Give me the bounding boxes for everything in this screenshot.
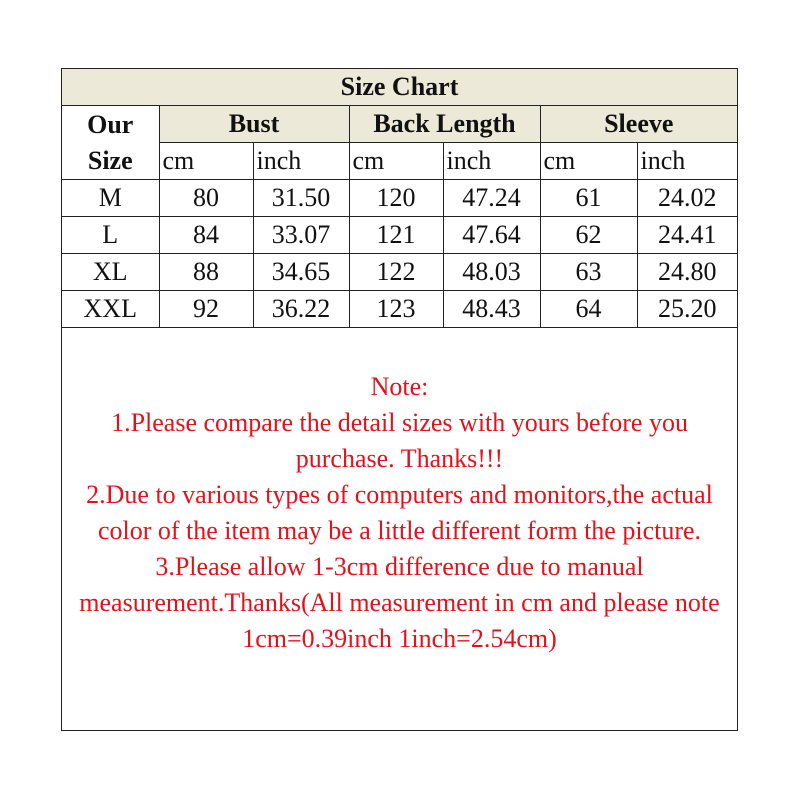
sleeve-cm-cell: 61: [540, 180, 637, 217]
table-title: Size Chart: [62, 69, 737, 106]
sleeve-header: Sleeve: [540, 106, 737, 143]
sleeve-inch-cell: 24.41: [637, 217, 737, 254]
sleeve-inch-cell: 24.80: [637, 254, 737, 291]
back-length-header: Back Length: [349, 106, 540, 143]
size-chart-table: [62, 69, 737, 328]
sleeve-cm-header: cm: [540, 143, 637, 180]
note-item: 1.Please compare the detail sizes with yours before you purchase. Thanks!!!: [111, 408, 688, 473]
title-row: [62, 69, 737, 106]
notes-block: [62, 369, 737, 657]
size-label: M: [62, 180, 159, 217]
bust-cm-header: cm: [159, 143, 253, 180]
back-length-inch-cell: 47.24: [443, 180, 540, 217]
bust-inch-cell: 36.22: [253, 291, 349, 328]
back-length-inch-cell: 47.64: [443, 217, 540, 254]
back-length-cm-cell: 122: [349, 254, 443, 291]
bust-cm-cell: 80: [159, 180, 253, 217]
table-row: [62, 217, 737, 254]
bust-inch-cell: 31.50: [253, 180, 349, 217]
sleeve-cm-cell: 63: [540, 254, 637, 291]
back-length-cm-cell: 121: [349, 217, 443, 254]
bust-header: Bust: [159, 106, 349, 143]
size-label: XXL: [62, 291, 159, 328]
sleeve-cm-cell: 62: [540, 217, 637, 254]
back-length-cm-cell: 120: [349, 180, 443, 217]
bust-cm-cell: 84: [159, 217, 253, 254]
note-item: 3.Please allow 1-3cm difference due to manual measurement.Thanks(All measurement in cm and please note 1cm=0.39inch 1inch=2.54cm): [79, 552, 720, 653]
our-size-header-line1: Our: [87, 109, 134, 139]
table-row: [62, 180, 737, 217]
our-size-header-line2: Size: [87, 145, 133, 175]
table-row: [62, 291, 737, 328]
notes-heading: Note:: [370, 372, 429, 401]
bust-inch-cell: 34.65: [253, 254, 349, 291]
sleeve-inch-header: inch: [637, 143, 737, 180]
bust-inch-header: inch: [253, 143, 349, 180]
our-size-header: [62, 106, 159, 180]
sleeve-inch-cell: 24.02: [637, 180, 737, 217]
back-length-cm-header: cm: [349, 143, 443, 180]
table-row: [62, 254, 737, 291]
note-item: 2.Due to various types of computers and monitors,the actual color of the item may be a little different form the picture.: [86, 480, 713, 545]
back-length-cm-cell: 123: [349, 291, 443, 328]
bust-cm-cell: 88: [159, 254, 253, 291]
sleeve-inch-cell: 25.20: [637, 291, 737, 328]
back-length-inch-header: inch: [443, 143, 540, 180]
size-chart-sheet: [61, 68, 738, 731]
unit-header-row: [62, 143, 737, 180]
size-label: L: [62, 217, 159, 254]
back-length-inch-cell: 48.43: [443, 291, 540, 328]
back-length-inch-cell: 48.03: [443, 254, 540, 291]
bust-cm-cell: 92: [159, 291, 253, 328]
bust-inch-cell: 33.07: [253, 217, 349, 254]
group-header-row: [62, 106, 737, 143]
sleeve-cm-cell: 64: [540, 291, 637, 328]
size-label: XL: [62, 254, 159, 291]
